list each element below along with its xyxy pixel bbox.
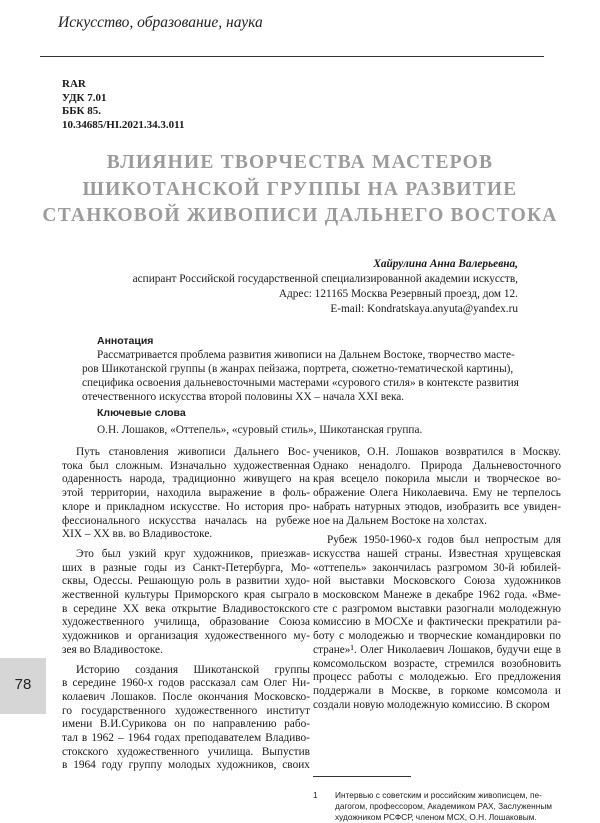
body-line: тока был сложным. Изначально художественная bbox=[62, 459, 310, 472]
body-line: XIX – XX вв. во Владивостоке. bbox=[62, 528, 213, 541]
body-line: края всецело покорила мысли и творческое во- bbox=[313, 473, 561, 486]
author-address: Адрес: 121165 Москва Резервный проезд, дом 12. bbox=[278, 288, 518, 300]
body-line: учеников, О.Н. Лошаков возвратился в Москву. bbox=[313, 446, 561, 458]
author-name: Хайрулина Анна Валерьевна, bbox=[373, 258, 518, 270]
body-line: искусства нашей страны. Известная хрущевская bbox=[313, 547, 561, 560]
body-line: художников и организация художественного му- bbox=[62, 630, 310, 643]
body-line: создали новую молодежную комиссию. В скором bbox=[313, 698, 550, 711]
footnote-line: художником РСФСР, членом МСХ, О.Н. Лошаковым. bbox=[335, 812, 537, 822]
body-line: процесс работы с молодежью. Его предложения bbox=[313, 671, 561, 684]
abstract-line: отечественного искусства второй половины XX – начала XXI века. bbox=[82, 391, 405, 403]
body-line: колаевич Лошаков. После окончания Московско- bbox=[62, 690, 310, 703]
footnote-line: дагогом, профессором, Академиком РАХ, Заслуженным bbox=[335, 801, 553, 811]
footnote-rule bbox=[313, 776, 411, 777]
body-line: зея во Владивостоке. bbox=[62, 643, 163, 656]
abstract-line: Рассматривается проблема развития живописи на Дальнем Востоке, творчество масте- bbox=[97, 349, 515, 361]
udk-code: УДК 7.01 bbox=[62, 91, 107, 104]
article-title bbox=[40, 150, 560, 230]
body-line: ной выставки Московского Союза художников bbox=[313, 575, 561, 588]
footnote bbox=[313, 790, 553, 823]
body-line: комиссию в МОСХе и фактически прекратили ра- bbox=[313, 616, 561, 629]
body-line: ображение Олега Николаевича. Ему не терпелось bbox=[313, 487, 561, 500]
body-column-right bbox=[313, 446, 561, 712]
body-line: ших в разные годы из Санкт-Петербурга, Мо- bbox=[62, 561, 310, 574]
body-line: имени В.И.Сурикова он по направлению рабо- bbox=[62, 718, 310, 731]
doi: 10.34685/HI.2021.34.3.011 bbox=[62, 118, 185, 131]
body-line: стране»¹. Олег Николаевич Лошаков, будучи еще в bbox=[313, 643, 561, 656]
body-column-left bbox=[62, 446, 310, 773]
body-line: Рубеж 1950-1960-х годов был непростым для bbox=[327, 534, 561, 547]
keywords: О.Н. Лошаков, «Оттепель», «суровый стиль», Шикотанская группа. bbox=[97, 424, 423, 436]
body-line: в московском Манеже в декабре 1962 года. «Вме- bbox=[313, 589, 561, 602]
body-line: в середине 1960-х годов рассказал сам Олег Ни- bbox=[62, 677, 310, 690]
body-line: Путь становления живописи Дальнего Вос- bbox=[76, 446, 310, 458]
page-number: 78 bbox=[14, 676, 32, 693]
body-line: ное на Дальнем Востоке на холстах. bbox=[313, 514, 487, 527]
title-line: ВЛИЯНИЕ ТВОРЧЕСТВА МАСТЕРОВ bbox=[106, 152, 494, 173]
body-line: Это был узкий круг художников, приезжав- bbox=[76, 547, 310, 560]
author-email: E-mail: Kondratskaya.anyuta@yandex.ru bbox=[330, 303, 518, 315]
header-rule bbox=[40, 56, 544, 57]
author-info bbox=[133, 257, 518, 317]
journal-title: Искусство, образование, наука bbox=[58, 14, 263, 31]
classification-block bbox=[62, 78, 185, 132]
body-line: поддержали в Москве, в горкоме комсомола и bbox=[313, 684, 561, 697]
abstract-line: специфика освоения дальневосточными мастерами «сурового стиля» в контексте развития bbox=[82, 377, 519, 389]
footnote-number: 1 bbox=[313, 790, 318, 800]
title-line: ШИКОТАНСКОЙ ГРУППЫ НА РАЗВИТИЕ bbox=[82, 178, 518, 200]
abstract bbox=[82, 334, 523, 437]
body-line: сквы, Одессы. Решающую роль в развитии худо- bbox=[62, 575, 310, 588]
body-line: фессионального искусства началась на рубеже bbox=[62, 514, 310, 527]
keywords-label: Ключевые слова bbox=[97, 407, 186, 419]
body-line: одаренность народа, традиционно живущего на bbox=[62, 473, 310, 486]
body-line: Историю создания Шикотанской группы bbox=[76, 663, 310, 676]
body-line: набрать натурных этюдов, изобразить все увиден- bbox=[313, 500, 561, 513]
abstract-line: ров Шикотанской группы (в жанрах пейзажа, портрета, сюжетно-тематической картины), bbox=[82, 363, 514, 375]
body-line: этой территории, находила выражение в фоль- bbox=[62, 487, 310, 500]
body-line: художественного училища, образование Союза bbox=[62, 616, 310, 629]
title-line: СТАНКОВОЙ ЖИВОПИСИ ДАЛЬНЕГО ВОСТОКА bbox=[42, 205, 558, 226]
body-line: боту с молодежью и творческие командировки по bbox=[313, 630, 561, 643]
footnote-line: Интервью с советским и российским живописцем, пе- bbox=[335, 790, 542, 800]
rar-code: RAR bbox=[62, 78, 86, 90]
body-line: Однако ненадолго. Природа Дальневосточного bbox=[313, 459, 561, 472]
body-line: тал в 1962 – 1964 годах преподавателем Владиво- bbox=[62, 732, 310, 745]
author-position: аспирант Российской государственной специализированной академии искусств, bbox=[132, 273, 518, 285]
body-line: сте с разгромом выставки разогнали молодежную bbox=[313, 602, 561, 615]
body-line: в середине XX века открытие Владивостокского bbox=[62, 602, 310, 615]
body-line: комсомольском возрасте, стремился возобновить bbox=[313, 657, 561, 670]
body-line: го государственного художественного институт bbox=[62, 704, 310, 717]
body-line: стокского художественного училища. Выпустив bbox=[62, 745, 310, 758]
body-line: жественной культуры Приморского края сыграло bbox=[62, 589, 310, 602]
abstract-label: Аннотация bbox=[97, 335, 154, 347]
body-line: «оттепель» закончилась разгромом 30-й юбилей- bbox=[313, 561, 561, 574]
bbk-code: ББК 85. bbox=[62, 105, 102, 118]
body-line: клоре и прикладном искусстве. Но история про- bbox=[62, 500, 310, 513]
body-line: в 1964 году группу молодых художников, своих bbox=[62, 759, 310, 772]
